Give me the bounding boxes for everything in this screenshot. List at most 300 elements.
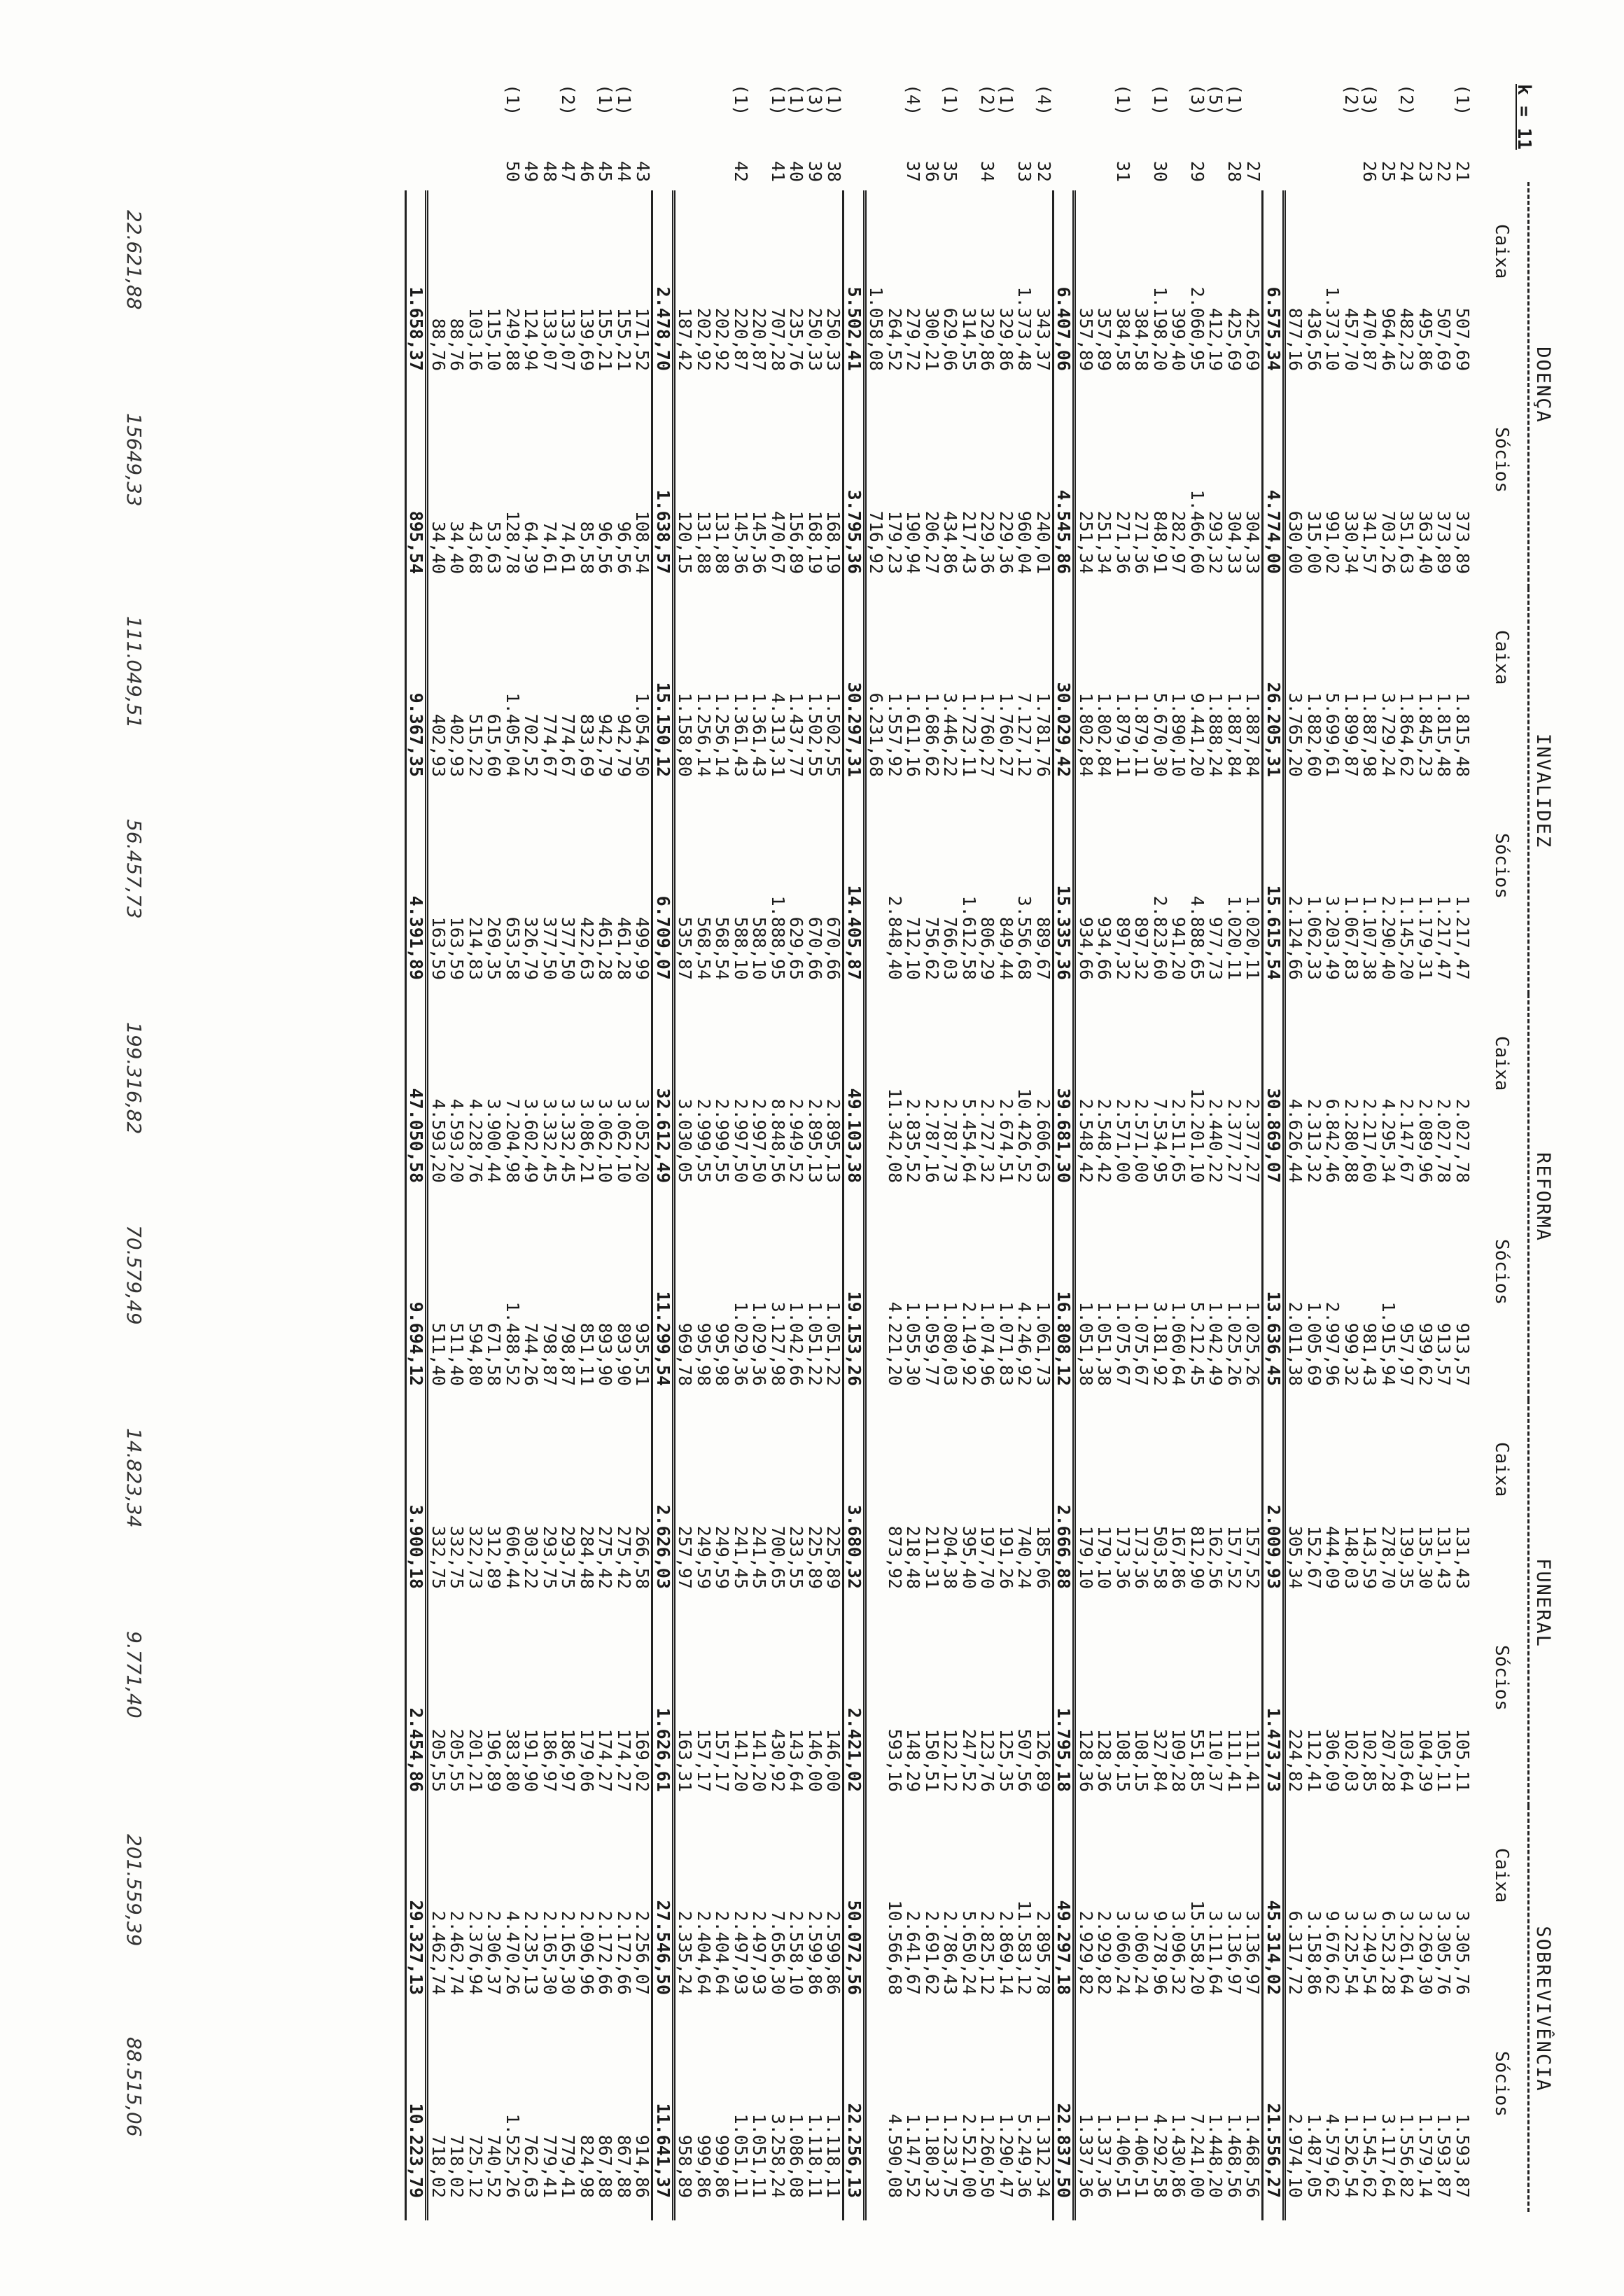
table-cell: 225,89 (805, 1525, 825, 1589)
table-cell: 1.080,03 (940, 1301, 961, 1386)
table-cell: 889,67 (1033, 916, 1054, 980)
row-age-k: 39 (805, 160, 825, 182)
handwritten-total: 15649,33 (122, 413, 146, 507)
table-cell: 2.895,13 (823, 1098, 844, 1183)
table-cell: 53,63 (484, 521, 505, 574)
table-cell: 1.406,51 (1131, 2113, 1152, 2198)
handwritten-total: 88.515,06 (122, 2037, 146, 2137)
row-note-mark: (3) (1187, 84, 1208, 116)
table-cell: 190,94 (903, 510, 924, 574)
table-cell: 867,88 (614, 2134, 634, 2198)
table-cell: 756,62 (922, 916, 942, 980)
table-cell: 1.723,11 (959, 692, 979, 777)
table-cell: 11.342,08 (885, 1088, 905, 1183)
table-cell: 2.641,67 (903, 1910, 924, 1995)
table-cell: 139,35 (1396, 1525, 1418, 1589)
table-cell: 293,75 (558, 1525, 579, 1589)
table-cell: 422,63 (577, 916, 597, 980)
table-cell: 186,97 (558, 1728, 579, 1792)
row-note-mark (750, 84, 769, 133)
table-cell: 1.887,84 (1242, 692, 1264, 777)
table-cell: 716,92 (866, 510, 887, 574)
table-cell: 2.290,40 (1378, 895, 1399, 980)
table-cell: 74,61 (558, 521, 579, 574)
table-cell: 2.674,51 (996, 1098, 1016, 1183)
table-cell: 897,32 (1131, 916, 1152, 980)
table-cell: 568,54 (712, 916, 733, 980)
table-row (1169, 84, 1188, 2220)
table-cell: 128,36 (1094, 1728, 1115, 1792)
table-cell: 977,73 (1205, 916, 1226, 980)
table-cell: 1.488,52 (503, 1301, 523, 1386)
table-cell: 384,58 (1113, 307, 1133, 371)
table-cell: 2.165,30 (558, 1910, 579, 1995)
table-cell: 1.430,86 (1168, 2113, 1189, 2198)
table-cell: 224,82 (1285, 1728, 1306, 1792)
table-cell: 133,07 (540, 307, 560, 371)
row-age-k (713, 133, 732, 190)
table-cell: 1.107,38 (1359, 895, 1380, 980)
table-cell: 163,59 (447, 916, 468, 980)
row-age-k: 32 (1033, 160, 1054, 182)
table-cell: 2.313,32 (1304, 1098, 1324, 1183)
table-cell: 2.599,86 (823, 1910, 844, 1995)
row-age-k (1342, 133, 1361, 190)
table-cell: 264,52 (885, 307, 905, 371)
row-note-mark (578, 84, 596, 133)
table-cell: 143,64 (786, 1728, 807, 1792)
table-cell: 568,54 (694, 916, 714, 980)
table-cell: 1.058,08 (866, 286, 887, 371)
table-cell: 22.256,13 (844, 2017, 865, 2220)
table-cell: 3.158,86 (1304, 1910, 1324, 1995)
table-cell: 19.153,26 (844, 1205, 865, 1408)
row-age-k: 48 (540, 160, 560, 182)
row-note-mark: (1) (824, 84, 845, 116)
table-cell: 3.136,97 (1224, 1910, 1245, 1995)
table-cell: 1.373,48 (1014, 286, 1035, 371)
table-row (522, 84, 540, 2220)
table-cell: 1.899,87 (1341, 692, 1362, 777)
row-note-mark (447, 84, 466, 133)
group-header-doenca: DOENÇA (1527, 182, 1554, 588)
table-cell: 103,64 (1396, 1728, 1418, 1792)
table-cell: 377,50 (558, 916, 579, 980)
table-cell: 2.478,70 (652, 190, 674, 393)
table-cell: 5.502,41 (844, 190, 865, 393)
row-age-k: 33 (1014, 160, 1035, 182)
table-cell: 1.468,56 (1224, 2113, 1245, 2198)
table-cell: 2.377,27 (1242, 1098, 1264, 1183)
table-cell: 251,34 (1094, 510, 1115, 574)
table-cell: 4.579,62 (1322, 2113, 1343, 2198)
row-age-k: 37 (903, 160, 924, 182)
table-cell: 615,60 (484, 713, 505, 777)
table-cell: 241,45 (749, 1525, 770, 1589)
table-cell: 1.059,77 (922, 1301, 942, 1386)
row-age-k (674, 133, 694, 190)
table-cell: 15.150,12 (652, 596, 674, 799)
table-cell: 168,19 (805, 510, 825, 574)
table-cell: 2.027,78 (1434, 1098, 1455, 1183)
table-cell: 2.787,16 (922, 1098, 942, 1183)
table-cell: 712,10 (903, 916, 924, 980)
table-cell: 1.051,22 (805, 1301, 825, 1386)
table-cell: 7.534,95 (1150, 1098, 1170, 1183)
table-cell: 1.042,66 (786, 1301, 807, 1386)
table-cell: 88,76 (428, 318, 449, 371)
table-cell: 507,69 (1452, 307, 1473, 371)
table-row (1397, 84, 1416, 2220)
row-age-k (427, 133, 447, 190)
row-note-mark (923, 84, 941, 133)
table-cell: 141,20 (731, 1728, 751, 1792)
table-cell: 2.691,62 (922, 1910, 942, 1995)
table-cell: 191,26 (996, 1525, 1016, 1589)
table-cell: 1.029,36 (731, 1301, 751, 1386)
table-cell: 897,32 (1113, 916, 1133, 980)
table-cell: 373,89 (1434, 510, 1455, 574)
table-cell: 1.158,80 (675, 692, 696, 777)
table-cell: 503,58 (1150, 1525, 1170, 1589)
table-cell: 3.261,64 (1396, 1910, 1418, 1995)
table-cell: 914,86 (632, 2134, 653, 2198)
table-cell: 206,27 (922, 510, 942, 574)
row-age-k (960, 133, 979, 190)
table-cell: 1.473,73 (1263, 1611, 1284, 1814)
table-cell: 1.025,26 (1224, 1301, 1245, 1386)
table-cell: 105,11 (1434, 1728, 1455, 1792)
table-cell: 2.089,96 (1415, 1098, 1436, 1183)
table-cell: 155,21 (614, 307, 634, 371)
table-row (1132, 84, 1151, 2220)
table-cell: 1.579,14 (1415, 2113, 1436, 2198)
table-cell: 312,89 (484, 1525, 505, 1589)
handwritten-total: 22.621,88 (122, 210, 146, 310)
table-cell: 630,00 (1285, 510, 1306, 574)
table-cell: 1.815,48 (1452, 692, 1473, 777)
table-cell: 1.526,54 (1341, 2113, 1362, 2198)
table-row (750, 84, 769, 2220)
table-cell: 3.729,24 (1378, 692, 1399, 777)
table-cell: 2.869,14 (996, 1910, 1016, 1995)
table-cell: 179,06 (577, 1728, 597, 1792)
table-cell: 133,07 (558, 307, 579, 371)
table-cell: 131,43 (1434, 1525, 1455, 1589)
row-age-k (886, 133, 904, 190)
table-cell: 131,88 (694, 510, 714, 574)
table-cell: 1.845,23 (1415, 692, 1436, 777)
table-cell: 848,91 (1150, 510, 1170, 574)
table-cell: 851,11 (577, 1322, 597, 1386)
row-age-k: 25 (1378, 160, 1399, 182)
row-note-mark (713, 84, 732, 133)
table-cell: 211,31 (922, 1525, 942, 1589)
table-cell: 1.051,22 (823, 1301, 844, 1386)
table-row (787, 84, 806, 2220)
table-cell: 202,92 (712, 307, 733, 371)
table-cell: 1.760,27 (977, 692, 998, 777)
handwritten-total: 70.579,49 (122, 1225, 146, 1325)
row-age-k: 50 (503, 160, 523, 182)
table-cell: 3.136,97 (1242, 1910, 1264, 1995)
table-cell: 2.235,13 (521, 1910, 542, 1995)
table-cell: 30.869,07 (1263, 1002, 1284, 1205)
table-cell: 593,16 (885, 1728, 905, 1792)
table-cell: 105,11 (1452, 1728, 1473, 1792)
table-cell: 110,37 (1205, 1728, 1226, 1792)
table-cell: 21.556,27 (1263, 2017, 1284, 2220)
table-cell: 235,76 (786, 307, 807, 371)
table-cell: 2.974,10 (1285, 2113, 1306, 2198)
row-note-mark: (5) (1205, 84, 1226, 116)
row-note-mark: (1) (1224, 84, 1245, 116)
table-row (503, 84, 522, 2220)
table-cell: 329,86 (977, 307, 998, 371)
table-row (578, 84, 596, 2220)
table-cell: 49.297,18 (1054, 1814, 1075, 2017)
table-cell: 2.511,65 (1168, 1098, 1189, 1183)
table-row (1379, 84, 1398, 2220)
row-note-mark: (3) (1359, 84, 1380, 116)
table-cell: 877,16 (1285, 307, 1306, 371)
table-cell: 507,56 (1014, 1728, 1035, 1792)
table-cell: 229,36 (996, 510, 1016, 574)
table-cell: 1.075,67 (1131, 1301, 1152, 1386)
table-cell: 15.615,54 (1263, 799, 1284, 1002)
table-cell: 3.305,76 (1434, 1910, 1455, 1995)
table-cell: 1.290,47 (996, 2113, 1016, 2198)
table-cell: 2.571,00 (1131, 1098, 1152, 1183)
table-cell: 247,52 (959, 1728, 979, 1792)
table-cell: 1.373,10 (1322, 286, 1343, 371)
table-row (633, 84, 652, 2220)
table-cell: 15.335,36 (1054, 799, 1075, 1002)
table-cell: 3.052,20 (632, 1098, 653, 1183)
table-cell: 3.446,22 (940, 692, 961, 777)
table-cell: 50.072,56 (844, 1814, 865, 2017)
table-cell: 111,41 (1224, 1728, 1245, 1792)
table-cell: 1.180,32 (922, 2113, 942, 2198)
table-cell: 1.361,43 (731, 692, 751, 777)
row-age-k (694, 133, 713, 190)
table-cell: 1.437,77 (786, 692, 807, 777)
row-age-k: 23 (1415, 160, 1436, 182)
table-cell: 2.404,64 (694, 1910, 714, 1995)
row-note-mark (484, 84, 503, 133)
table-cell: 4.545,86 (1054, 393, 1075, 596)
table-cell: 934,66 (1076, 916, 1096, 980)
table-cell: 2.096,96 (577, 1910, 597, 1995)
table-cell: 740,24 (1014, 1525, 1035, 1589)
table-cell: 326,79 (521, 916, 542, 980)
table-cell: 7.656,30 (768, 1910, 788, 1995)
table-cell: 1.256,14 (712, 692, 733, 777)
table-cell: 2.786,43 (940, 1910, 961, 1995)
table-cell: 108,15 (1131, 1728, 1152, 1792)
table-cell: 671,58 (484, 1322, 505, 1386)
table-cell: 111,41 (1242, 1728, 1264, 1792)
table-cell: 4.593,20 (428, 1098, 449, 1183)
table-cell: 964,46 (1378, 307, 1399, 371)
table-row (1188, 84, 1207, 2220)
table-cell (865, 1611, 886, 1814)
table-cell: 266,58 (632, 1525, 653, 1589)
sub-header: Caixa (1491, 224, 1512, 279)
table-cell: 2.027,78 (1452, 1098, 1473, 1183)
table-cell: 179,23 (885, 510, 905, 574)
table-row (1342, 84, 1361, 2220)
table-cell: 606,44 (503, 1525, 523, 1589)
table-cell: 1.915,94 (1378, 1301, 1399, 1386)
table-cell: 1.686,62 (922, 692, 942, 777)
table-cell: 2.571,00 (1113, 1098, 1133, 1183)
table-cell: 995,98 (694, 1322, 714, 1386)
table-cell: 1.888,24 (1205, 692, 1226, 777)
table-cell: 250,33 (823, 307, 844, 371)
table-cell: 6.575,34 (1263, 190, 1284, 393)
sub-header: Sócios (1491, 1645, 1512, 1711)
table-cell: 123,76 (977, 1728, 998, 1792)
sub-header: Sócios (1491, 833, 1512, 899)
table-cell: 12.201,10 (1187, 1088, 1208, 1183)
table-cell: 1.118,11 (805, 2113, 825, 2198)
table-cell: 145,36 (731, 510, 751, 574)
table-cell: 185,06 (1033, 1525, 1054, 1589)
table-cell: 171,52 (632, 307, 653, 371)
table-cell: 196,89 (484, 1728, 505, 1792)
table-cell: 2.666,88 (1054, 1408, 1075, 1611)
table-cell: 1.864,62 (1396, 692, 1418, 777)
sub-header: Caixa (1491, 1442, 1512, 1497)
table-row (713, 84, 732, 2220)
table-cell: 2.997,50 (731, 1098, 751, 1183)
table-cell: 128,36 (1076, 1728, 1096, 1792)
table-cell: 1.658,37 (406, 190, 428, 393)
table-cell: 588,10 (749, 916, 770, 980)
table-cell: 707,28 (768, 307, 788, 371)
row-note-mark (886, 84, 904, 133)
row-note-mark (466, 84, 485, 133)
table-cell: 774,67 (558, 713, 579, 777)
table-cell: 233,55 (786, 1525, 807, 1589)
table-cell: 279,72 (903, 307, 924, 371)
table-cell: 1.198,20 (1150, 286, 1170, 371)
table-cell: 4.470,26 (503, 1910, 523, 1995)
table-cell: 26.205,31 (1263, 596, 1284, 799)
row-age-k: 31 (1113, 160, 1133, 182)
table-cell: 9.694,12 (406, 1205, 428, 1408)
table-cell: 2.999,55 (694, 1098, 714, 1183)
table-cell: 2.626,03 (652, 1408, 674, 1611)
table-cell: 762,63 (521, 2134, 542, 2198)
table-cell: 9.278,96 (1150, 1910, 1170, 1995)
row-age-k (1074, 133, 1095, 190)
table-cell: 10.426,52 (1014, 1088, 1035, 1183)
table-cell: 330,34 (1341, 510, 1362, 574)
table-cell: 3.060,24 (1113, 1910, 1133, 1995)
table-cell: 1.054,50 (632, 692, 653, 777)
table-row (1305, 84, 1324, 2220)
table-cell: 2.421,02 (844, 1611, 865, 1814)
table-cell: 102,03 (1341, 1728, 1362, 1792)
row-note-mark: (1) (595, 84, 616, 116)
table-cell: 146,00 (805, 1728, 825, 1792)
table-cell: 495,86 (1415, 307, 1436, 371)
table-cell: 1.556,82 (1396, 2113, 1418, 2198)
table-header (1477, 84, 1554, 2268)
table-cell: 214,83 (465, 916, 486, 980)
table-row (1434, 84, 1453, 2220)
table-cell: 470,67 (768, 510, 788, 574)
table-cell: 1.612,58 (959, 895, 979, 980)
table-cell: 1.071,83 (996, 1301, 1016, 1386)
table-cell: 143,59 (1359, 1525, 1380, 1589)
row-age-k: 24 (1396, 160, 1418, 182)
table-cell: 412,19 (1205, 307, 1226, 371)
table-cell: 1.502,55 (823, 692, 844, 777)
table-cell: 1.557,92 (885, 692, 905, 777)
table-cell: 304,33 (1224, 510, 1245, 574)
table-cell: 357,89 (1076, 307, 1096, 371)
table-cell: 124,94 (521, 307, 542, 371)
table-row (1416, 84, 1435, 2220)
table-cell: 1.179,31 (1415, 895, 1436, 980)
table-cell: 2.835,52 (903, 1098, 924, 1183)
table-cell: 2.895,13 (805, 1098, 825, 1183)
row-note-mark (1243, 84, 1263, 133)
table-cell: 551,85 (1187, 1728, 1208, 1792)
table-cell: 3.062,10 (595, 1098, 616, 1183)
table-row (1034, 84, 1054, 2220)
table-cell: 629,65 (786, 916, 807, 980)
row-note-mark: (1) (614, 84, 634, 116)
table-row (941, 84, 960, 2220)
table-cell: 1.888,95 (768, 895, 788, 980)
table-cell: 991,02 (1322, 510, 1343, 574)
subtotal-row (1054, 84, 1075, 2220)
table-cell: 1.760,27 (996, 692, 1016, 777)
row-age-k: 47 (558, 160, 579, 182)
table-cell: 2.599,86 (805, 1910, 825, 1995)
table-row (865, 84, 886, 2220)
table-cell: 1.879,11 (1113, 692, 1133, 777)
table-cell: 6.523,28 (1378, 1910, 1399, 1995)
sub-header: Sócios (1491, 1239, 1512, 1305)
table-cell: 2.376,94 (465, 1910, 486, 1995)
table-cell: 135,30 (1415, 1525, 1436, 1589)
table-cell: 1.879,11 (1131, 692, 1152, 777)
table-cell: 1.795,18 (1054, 1611, 1075, 1814)
group-header-funeral: FUNERAL (1527, 1400, 1554, 1806)
table-cell: 2.280,88 (1341, 1098, 1362, 1183)
table-cell: 3.225,54 (1341, 1910, 1362, 1995)
table-cell: 275,42 (595, 1525, 616, 1589)
table-cell: 148,29 (903, 1728, 924, 1792)
row-note-mark (1095, 84, 1114, 133)
table-cell: 1.525,26 (503, 2113, 523, 2198)
table-cell: 1.051,11 (749, 2113, 770, 2198)
table-cell: 1.337,36 (1076, 2113, 1096, 2198)
table-cell: 766,03 (940, 916, 961, 980)
row-age-k (997, 133, 1016, 190)
table-cell: 2.997,96 (1322, 1301, 1343, 1386)
table-cell: 88,76 (447, 318, 468, 371)
table-cell: 220,87 (749, 307, 770, 371)
row-note-mark: (4) (903, 84, 924, 116)
table-cell: 357,89 (1094, 307, 1115, 371)
row-age-k: 45 (595, 160, 616, 182)
